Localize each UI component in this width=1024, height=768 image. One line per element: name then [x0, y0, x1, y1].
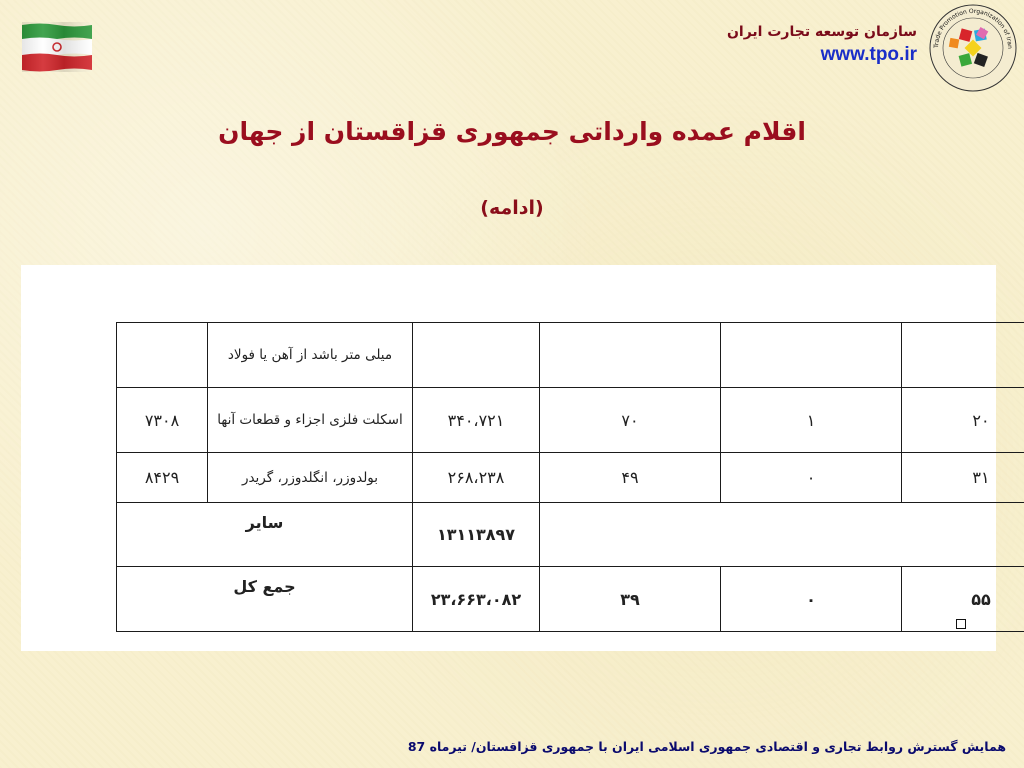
col-a-cell: ۱	[721, 388, 902, 453]
grand-total-col-a-cell: ۰	[721, 567, 902, 632]
total-cell	[117, 323, 208, 388]
value-cell: ۳۴۰،۷۲۱	[413, 388, 540, 453]
total-cell: ۸۴۲۹	[117, 453, 208, 503]
total-cell: ۷۳۰۸	[117, 388, 208, 453]
other-label-cell: سایر	[117, 503, 413, 567]
description-cell: میلی متر باشد از آهن یا فولاد	[208, 323, 413, 388]
col-a-cell: ۰	[721, 453, 902, 503]
table-row	[117, 453, 1024, 503]
other-row	[117, 503, 1024, 567]
logo-ring-text: Trade Promotion Organization of Iran	[932, 7, 1014, 50]
slide-title: اقلام عمده وارداتی جمهوری قزاقستان از جهان	[218, 117, 806, 146]
col-b-cell: ۷۰	[540, 388, 721, 453]
imports-table	[116, 322, 1024, 632]
col-a-cell	[721, 323, 902, 388]
hs-cell	[902, 323, 1024, 388]
value-cell	[413, 323, 540, 388]
grand-total-label-cell: جمع کل	[117, 567, 413, 632]
col-b-cell: ۴۹	[540, 453, 721, 503]
value-cell: ۲۶۸،۲۳۸	[413, 453, 540, 503]
other-value-cell: ۱۳۱۱۳۸۹۷	[413, 503, 540, 567]
org-name: سازمان توسعه تجارت ایران	[726, 24, 917, 40]
hs-cell: ۳۱	[902, 453, 1024, 503]
table-row	[117, 388, 1024, 453]
grand-total-hs-cell: ۵۵	[902, 567, 1024, 632]
description-cell: بولدوزر، انگلدوزر، گریدر	[208, 453, 413, 503]
other-empty-cell	[540, 503, 1024, 567]
tpo-logo-icon	[924, 2, 1022, 92]
table-row	[117, 323, 1024, 388]
grand-total-row	[117, 567, 1024, 632]
website-link[interactable]: www.tpo.ir	[820, 44, 917, 65]
grand-total-col-b-cell: ۳۹	[540, 567, 721, 632]
iran-flag-icon	[22, 22, 92, 72]
grand-total-value-cell: ۲۳،۶۶۳،۰۸۲	[413, 567, 540, 632]
table-panel	[21, 265, 996, 651]
footer-text: همایش گسترش روابط تجاری و اقتصادی جمهوری اسلامی ایران با جمهوری قزاقستان/ تیرماه 87	[407, 739, 1006, 754]
resize-handle[interactable]	[956, 619, 966, 629]
slide-subtitle: (ادامه)	[480, 197, 544, 219]
description-cell: اسکلت فلزی اجزاء و قطعات آنها	[208, 388, 413, 453]
hs-cell: ۲۰	[902, 388, 1024, 453]
col-b-cell	[540, 323, 721, 388]
